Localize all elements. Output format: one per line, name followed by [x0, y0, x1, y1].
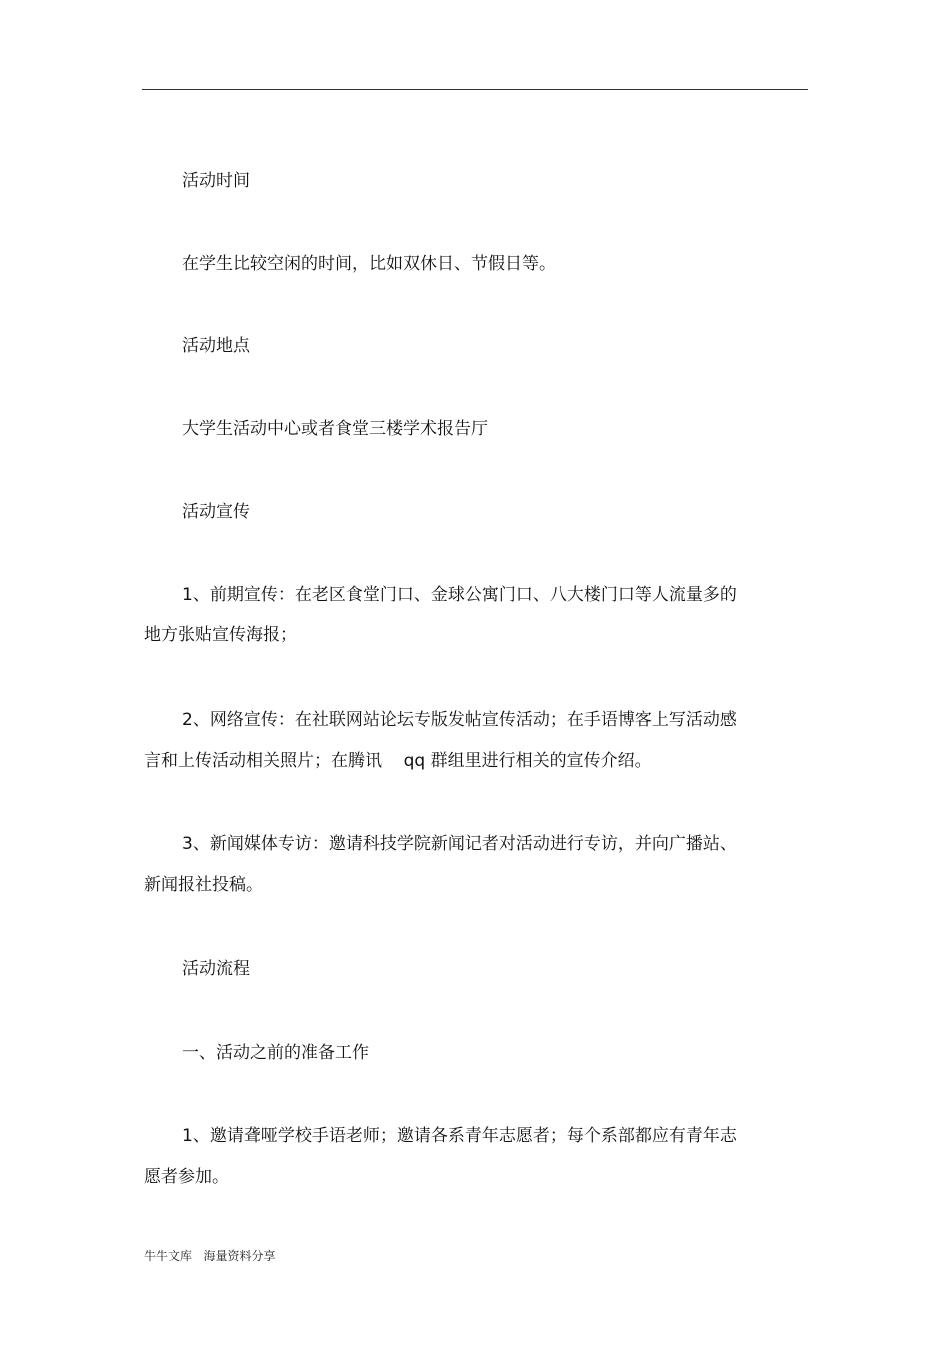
activity-place-text: 大学生活动中心或者食堂三楼学术报告厅	[182, 419, 488, 439]
header-rule	[142, 89, 808, 90]
process-item-1-line1: 1、邀请聋哑学校手语老师；邀请各系青年志愿者；每个系部都应有青年志	[182, 1126, 737, 1146]
publicity-item-3-line1: 3、新闻媒体专访：邀请科技学院新闻记者对活动进行专访，并向广播站、	[182, 834, 737, 854]
activity-time-text: 在学生比较空闲的时间，比如双休日、节假日等。	[182, 254, 556, 274]
process-item-1-line2: 愿者参加。	[144, 1167, 229, 1187]
page-footer: 牛牛文库 海量资料分享	[144, 1249, 276, 1263]
heading-activity-publicity: 活动宣传	[182, 502, 250, 522]
publicity-item-2-line2: 言和上传活动相关照片；在腾讯 qq 群组里进行相关的宣传介绍。	[144, 751, 652, 771]
heading-activity-place: 活动地点	[182, 336, 250, 356]
heading-activity-time: 活动时间	[182, 171, 250, 191]
publicity-item-1-line2: 地方张贴宣传海报；	[144, 625, 297, 645]
publicity-item-2-line1: 2、网络宣传：在社联网站论坛专版发帖宣传活动；在手语博客上写活动感	[182, 710, 737, 730]
publicity-item-1-line1: 1、前期宣传：在老区食堂门口、金球公寓门口、八大楼门口等人流量多的	[182, 585, 737, 605]
process-section-title: 一、活动之前的准备工作	[182, 1043, 369, 1063]
heading-activity-process: 活动流程	[182, 959, 250, 979]
publicity-item-3-line2: 新闻报社投稿。	[144, 875, 263, 895]
